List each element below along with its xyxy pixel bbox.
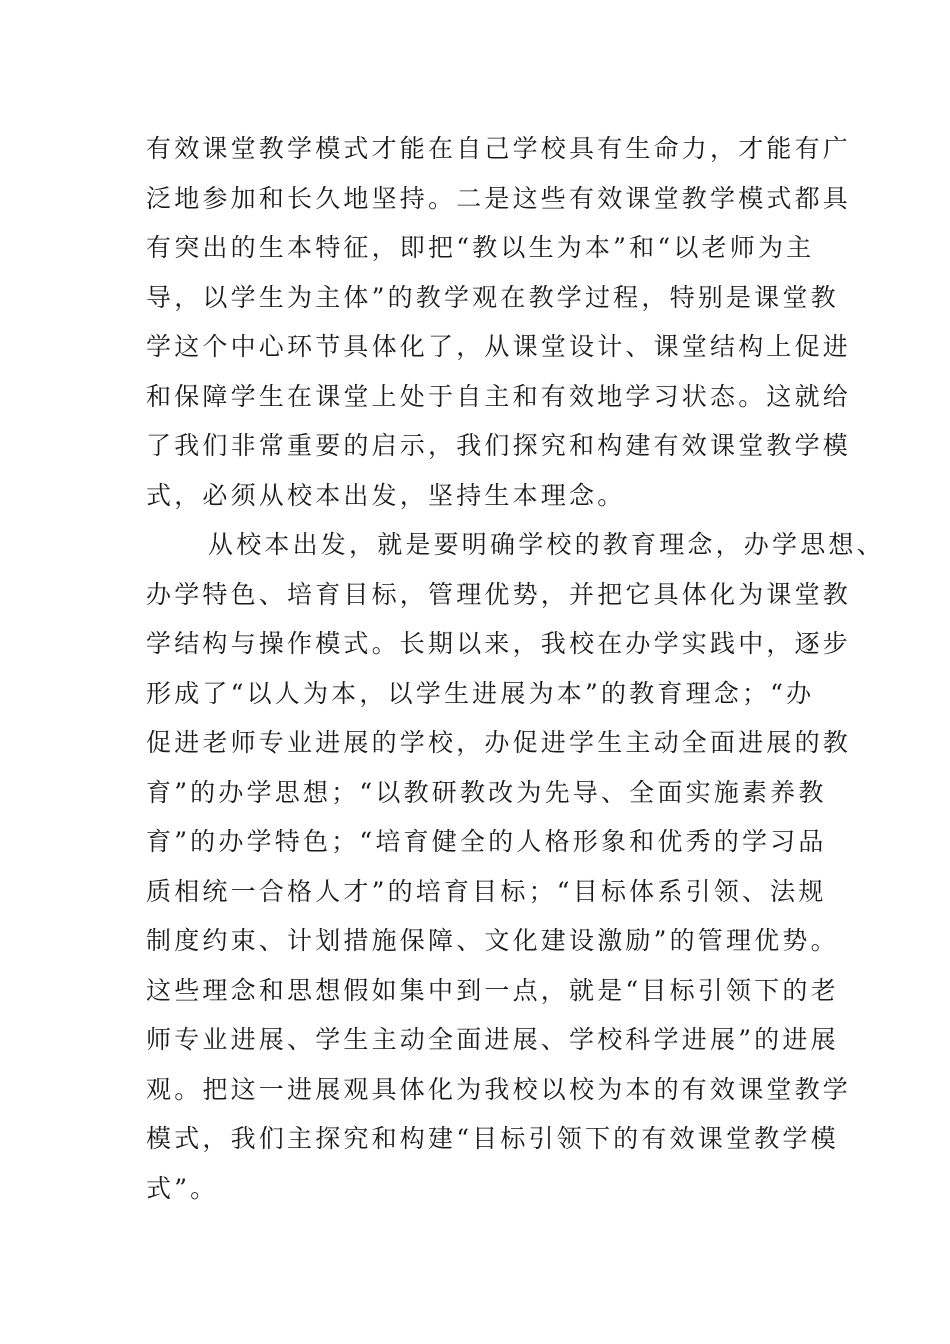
text-line: 学结构与操作模式。长期以来，我校在办学实践中，逐步 xyxy=(146,629,852,658)
text-line: 促进老师专业进展的学校，办促进学生主动全面进展的教 xyxy=(146,728,852,757)
text-line: 导，以学生为主体”的教学观在教学过程，特别是课堂教 xyxy=(146,282,839,312)
text-line: 这些理念和思想假如集中到一点，就是“目标引领下的老 xyxy=(146,975,839,1005)
text-line: 育”的办学思想；“以教研教改为先导、全面实施素养教 xyxy=(146,777,827,807)
text-line: 式，必须从校本出发，坚持生本理念。 xyxy=(146,480,626,510)
text-line: 和保障学生在课堂上处于自主和有效地学习状态。这就给 xyxy=(146,381,852,411)
text-line: 泛地参加和长久地坚持。二是这些有效课堂教学模式都具 xyxy=(146,183,852,213)
text-line: 有效课堂教学模式才能在自己学校具有生命力，才能有广 xyxy=(146,134,852,163)
text-line: 办学特色、培育目标，管理优势，并把它具体化为课堂教 xyxy=(146,579,852,609)
text-line: 观。把这一进展观具体化为我校以校为本的有效课堂教学 xyxy=(146,1074,852,1104)
text-line: 学这个中心环节具体化了，从课堂设计、课堂结构上促进 xyxy=(146,332,852,361)
paragraph-start-line: 从校本出发，就是要明确学校的教育理念，办学思想、 xyxy=(208,530,885,559)
text-line: 了我们非常重要的启示，我们探究和构建有效课堂教学模 xyxy=(146,431,852,460)
text-line: 制度约束、计划措施保障、文化建设激励”的管理优势。 xyxy=(146,926,839,955)
text-line: 有突出的生本特征，即把“教以生为本”和“以老师为主 xyxy=(146,233,815,262)
text-line: 师专业进展、学生主动全面进展、学校科学进展”的进展 xyxy=(146,1025,839,1054)
text-line: 形成了“以人为本，以学生进展为本”的教育理念；“办 xyxy=(146,678,815,708)
text-line: 育”的办学特色；“培育健全的人格形象和优秀的学习品 xyxy=(146,827,827,856)
body-text xyxy=(146,124,885,1213)
text-line: 式”。 xyxy=(146,1173,219,1203)
text-line: 质相统一合格人才”的培育目标；“目标体系引领、法规 xyxy=(146,876,827,906)
text-line: 模式，我们主探究和构建“目标引领下的有效课堂教学模 xyxy=(146,1124,839,1153)
